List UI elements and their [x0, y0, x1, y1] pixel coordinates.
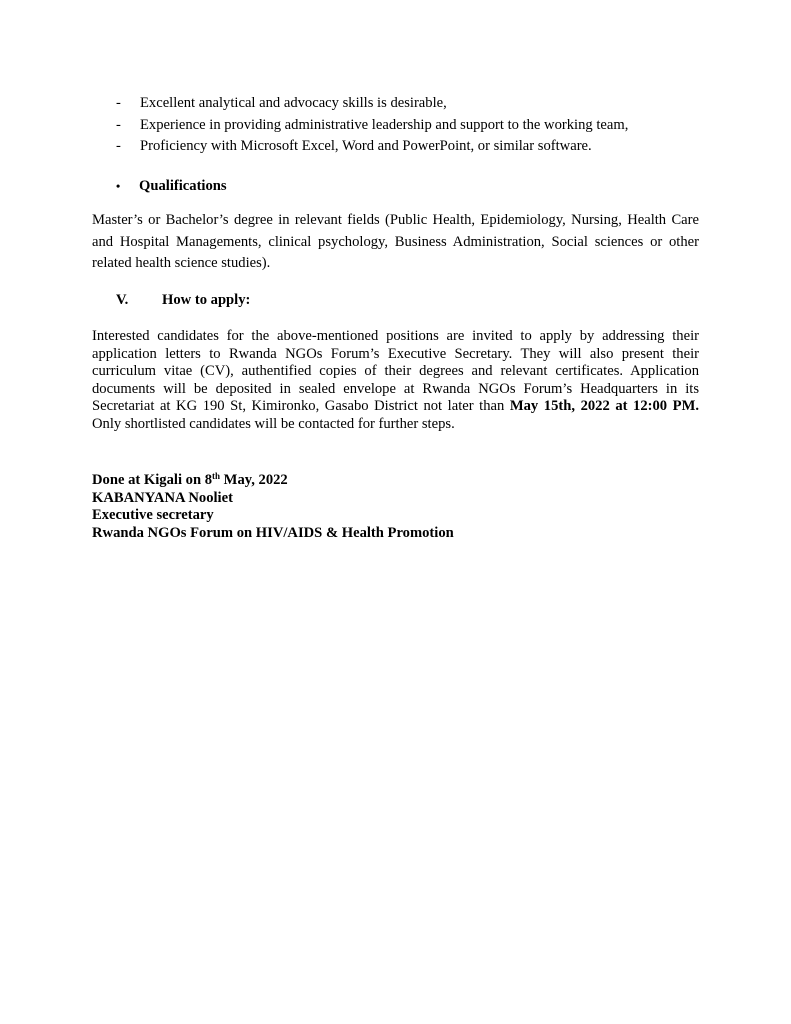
apply-text-after: Only shortlisted candidates will be contacted for further steps. — [92, 415, 455, 432]
qualifications-heading-text: Qualifications — [139, 178, 227, 194]
signatory-title: Executive secretary — [92, 507, 214, 524]
list-item-text: Proficiency with Microsoft Excel, Word and PowerPoint, or similar software. — [140, 138, 592, 154]
list-item — [116, 136, 628, 158]
how-to-apply-heading — [116, 289, 250, 311]
signoff-date-suffix: May, 2022 — [220, 472, 288, 488]
skills-list — [116, 93, 628, 158]
list-item-text: Excellent analytical and advocacy skills is desirable, — [140, 95, 447, 111]
apply-text-before: Interested candidates for the above-mentioned positions are invited to apply by addressing their application letters to Rwanda NGOs Forum’s Executive Secretary. They will also present their curriculum vitae (CV), authentified copies of their degrees and relevant certificates. Application documents will be deposited in sealed envelope at Rwanda NGOs Forum’s Headquarters in its Secretariat at KG 190 St, Kimironko, Gasabo District not later than — [92, 328, 699, 415]
signoff-date-line — [92, 472, 454, 490]
qualifications-heading — [116, 175, 227, 197]
signatory-name: KABANYANA Nooliet — [92, 489, 233, 506]
bullet-icon: • — [116, 179, 121, 193]
signoff-date-superscript: th — [212, 471, 221, 481]
list-marker: - — [116, 138, 121, 154]
section-number: V. — [116, 292, 129, 308]
list-item — [116, 115, 628, 137]
list-marker: - — [116, 116, 121, 133]
qualifications-paragraph: Master’s or Bachelor’s degree in relevant fields (Public Health, Epidemiology, Nursing, Health Care and Hospital Managements, clinical psychology, Business Administration, Social sciences or other related health science studies). — [92, 212, 699, 271]
how-to-apply-paragraph — [92, 328, 699, 434]
section-heading-text: How to apply: — [162, 292, 251, 308]
apply-deadline: May 15th, 2022 at 12:00 PM. — [509, 398, 699, 415]
list-item-text: Experience in providing administrative leadership and support to the working team, — [140, 116, 629, 133]
signoff-date-prefix: Done at Kigali on 8 — [92, 472, 212, 488]
signature-block — [92, 472, 454, 542]
list-item — [116, 93, 628, 115]
signatory-organization: Rwanda NGOs Forum on HIV/AIDS & Health Promotion — [92, 524, 454, 541]
list-marker: - — [116, 95, 121, 111]
